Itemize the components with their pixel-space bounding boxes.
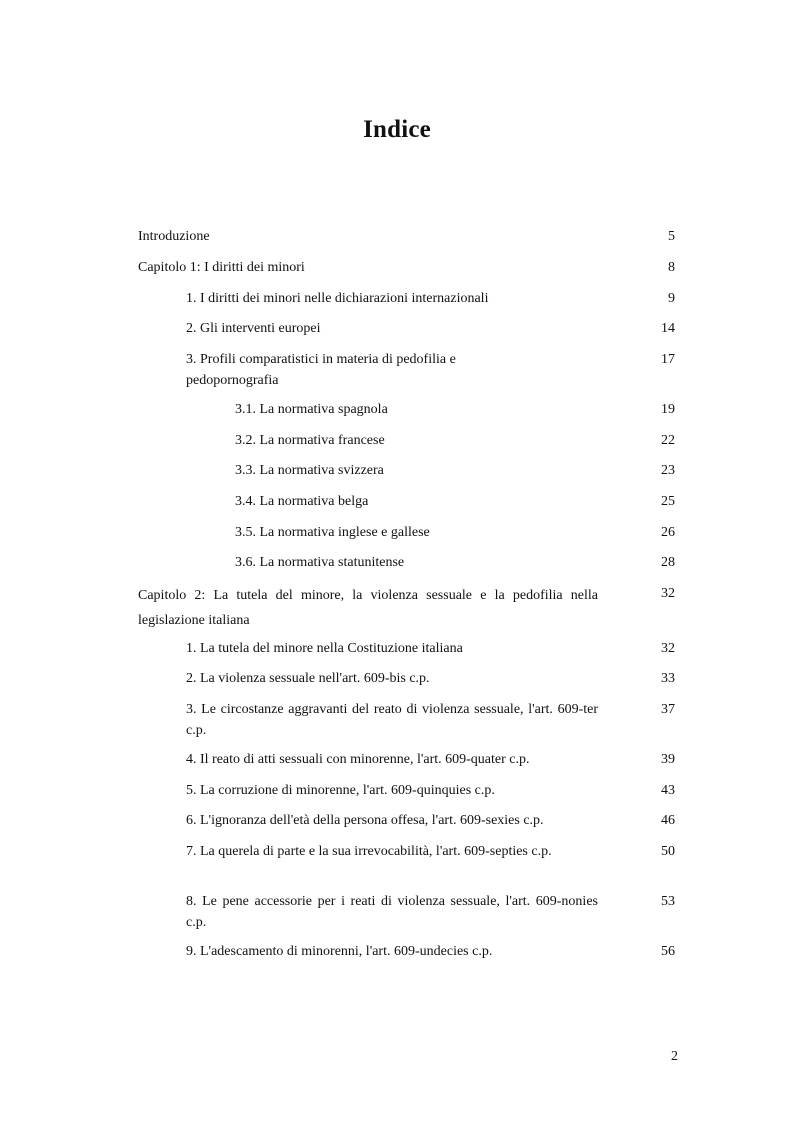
toc-entry-page: 28: [661, 555, 675, 570]
toc-entry-label: 1. La tutela del minore nella Costituzione italiana: [186, 641, 463, 656]
toc-entry-label: 7. La querela di parte e la sua irrevocabilità, l'art. 609-septies c.p.: [186, 844, 552, 859]
toc-entry-label: 3.4. La normativa belga: [235, 494, 369, 509]
toc-entry-label: Capitolo 1: I diritti dei minori: [138, 260, 305, 275]
toc-entry-page: 5: [668, 229, 675, 244]
toc-entry-label: 4. Il reato di atti sessuali con minorenne, l'art. 609-quater c.p.: [186, 752, 530, 767]
page-title: Indice: [363, 116, 431, 143]
toc-entry-page: 37: [661, 702, 675, 717]
toc-entry-page: 17: [661, 352, 675, 367]
toc-entry-page: 19: [661, 402, 675, 417]
toc-entry-page: 33: [661, 671, 675, 686]
toc-entry-label: 6. L'ignoranza dell'età della persona offesa, l'art. 609-sexies c.p.: [186, 813, 544, 828]
toc-entry-page: 32: [661, 586, 675, 601]
toc-entry-label: 5. La corruzione di minorenne, l'art. 609-quinquies c.p.: [186, 783, 495, 798]
toc-entry-page: 56: [661, 944, 675, 959]
toc-entry-page: 46: [661, 813, 675, 828]
toc-entry-label: Capitolo 2: La tutela del minore, la violenza sessuale e la pedofilia nella legislazione italiana: [138, 588, 598, 628]
toc-entry-page: 23: [661, 463, 675, 478]
page-number: 2: [671, 1049, 678, 1064]
toc-entry-page: 43: [661, 783, 675, 798]
toc-entry-label: 3. Profili comparatistici in materia di pedofilia e pedopornografia: [186, 352, 456, 388]
toc-entry-page: 50: [661, 844, 675, 859]
toc-entry-label: 3.6. La normativa statunitense: [235, 555, 405, 570]
toc-entry-label: 2. Gli interventi europei: [186, 321, 321, 336]
toc-entry-page: 22: [661, 433, 675, 448]
toc-entry-page: 8: [668, 260, 675, 275]
toc-entry-label: 1. I diritti dei minori nelle dichiarazioni internazionali: [186, 291, 489, 306]
toc-entry-label: 2. La violenza sessuale nell'art. 609-bis c.p.: [186, 671, 430, 686]
toc-entry-page: 53: [661, 894, 675, 909]
toc-entry-page: 32: [661, 641, 675, 656]
toc-entry-label: 3. Le circostanze aggravanti del reato di violenza sessuale, l'art. 609-ter c.p.: [186, 702, 598, 738]
toc-entry-label: 8. Le pene accessorie per i reati di violenza sessuale, l'art. 609-nonies c.p.: [186, 894, 598, 930]
toc-entry-label: 3.3. La normativa svizzera: [235, 463, 384, 478]
toc-entry-page: 26: [661, 525, 675, 540]
toc-entry-label: 9. L'adescamento di minorenni, l'art. 609-undecies c.p.: [186, 944, 493, 959]
toc-entry-label: 3.2. La normativa francese: [235, 433, 385, 448]
toc-entry-label: 3.5. La normativa inglese e gallese: [235, 525, 430, 540]
toc-entry-page: 9: [668, 291, 675, 306]
toc-entry-page: 14: [661, 321, 675, 336]
toc-entry-page: 25: [661, 494, 675, 509]
toc-entry-label: 3.1. La normativa spagnola: [235, 402, 388, 417]
toc-entry-label: Introduzione: [138, 229, 210, 244]
toc-entry-page: 39: [661, 752, 675, 767]
